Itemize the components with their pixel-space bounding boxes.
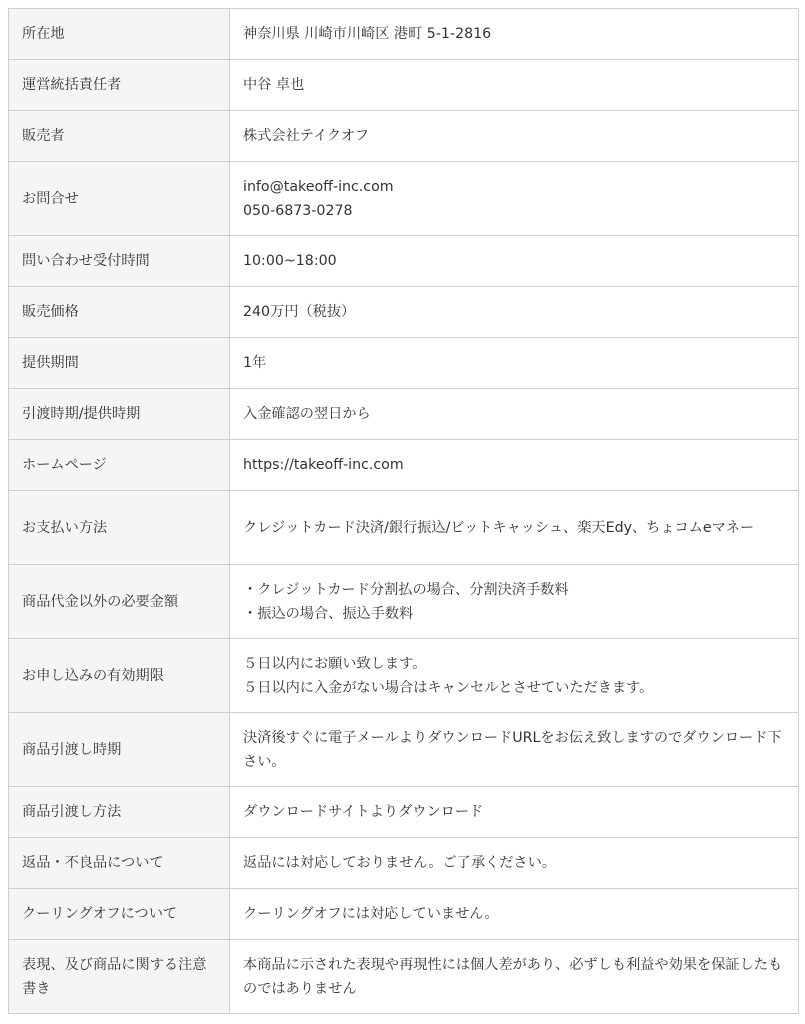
row-value-homepage [230,440,799,491]
value-line: クーリングオフには対応していません。 [243,906,499,922]
row-value-address [230,9,799,60]
value-line: 本商品に示された表現や再現性には個人差があり、必ずしも利益や効果を保証したものではありません [243,956,783,997]
row-value-seller [230,111,799,162]
row-value-contact [230,162,799,236]
value-line: ・振込の場合、振込手数料 [243,605,414,622]
table-row [9,338,799,389]
row-label-payment: お支払い方法 [9,491,230,565]
row-label-homepage: ホームページ [9,440,230,491]
table-row [9,838,799,889]
value-line: ・クレジットカード分割払の場合、分割決済手数料 [243,581,569,598]
table-row [9,60,799,111]
homepage-link: https://takeoff-inc.com [243,457,404,473]
table-row [9,236,799,287]
row-label-handover-time: 商品引渡し時期 [9,713,230,787]
contact-phone: 050-6873-0278 [243,202,353,219]
row-value-hours [230,236,799,287]
row-label-returns: 返品・不良品について [9,838,230,889]
row-label-cooling-off: クーリングオフについて [9,889,230,940]
row-value-period [230,338,799,389]
row-label-hours: 問い合わせ受付時間 [9,236,230,287]
value-line: クレジットカード決済/銀行振込/ビットキャッシュ、楽天Edy、ちょコムeマネー [243,519,755,536]
row-label-price: 販売価格 [9,287,230,338]
value-line: 株式会社テイクオフ [243,128,369,144]
row-label-delivery-time: 引渡時期/提供時期 [9,389,230,440]
row-value-price [230,287,799,338]
value-line: 入金確認の翌日から [243,406,371,422]
table-row [9,389,799,440]
commerce-law-table [8,8,799,1014]
table-row [9,639,799,713]
table-row [9,940,799,1014]
row-value-delivery-time [230,389,799,440]
row-value-manager [230,60,799,111]
row-value-validity [230,639,799,713]
row-label-handover-method: 商品引渡し方法 [9,787,230,838]
value-line: 中谷 卓也 [243,77,305,93]
row-value-cooling-off [230,889,799,940]
row-label-contact: お問合せ [9,162,230,236]
row-label-disclaimer: 表現、及び商品に関する注意書き [9,940,230,1014]
row-value-returns [230,838,799,889]
row-value-handover-time [230,713,799,787]
value-line: ダウンロードサイトよりダウンロード [243,804,484,820]
row-value-extra-fees [230,565,799,639]
value-line: ５日以内にお願い致します。 [243,655,427,672]
table-row [9,162,799,236]
table-row [9,787,799,838]
value-line: ５日以内に入金がない場合はキャンセルとさせていただきます。 [243,679,654,696]
contact-email: info@takeoff-inc.com [243,178,394,195]
row-value-payment [230,491,799,565]
table-row [9,713,799,787]
row-label-manager: 運営統括責任者 [9,60,230,111]
table-row [9,491,799,565]
table-row [9,9,799,60]
row-label-address: 所在地 [9,9,230,60]
value-line: 10:00~18:00 [243,253,337,269]
row-value-handover-method [230,787,799,838]
value-line: 240万円（税抜） [243,304,356,320]
value-line: 1年 [243,355,267,371]
table-row [9,111,799,162]
legal-notice [8,8,798,1014]
value-line: 神奈川県 川崎市川崎区 港町 5-1-2816 [243,26,492,42]
table-row [9,287,799,338]
row-label-period: 提供期間 [9,338,230,389]
table-row [9,889,799,940]
table-row [9,440,799,491]
value-line: 決済後すぐに電子メールよりダウンロードURLをお伝え致しますのでダウンロード下さい。 [243,729,782,770]
row-label-validity: お申し込みの有効期限 [9,639,230,713]
table-row [9,565,799,639]
row-value-disclaimer [230,940,799,1014]
row-label-extra-fees: 商品代金以外の必要金額 [9,565,230,639]
value-line: 返品には対応しておりません。ご了承ください。 [243,855,556,871]
row-label-seller: 販売者 [9,111,230,162]
